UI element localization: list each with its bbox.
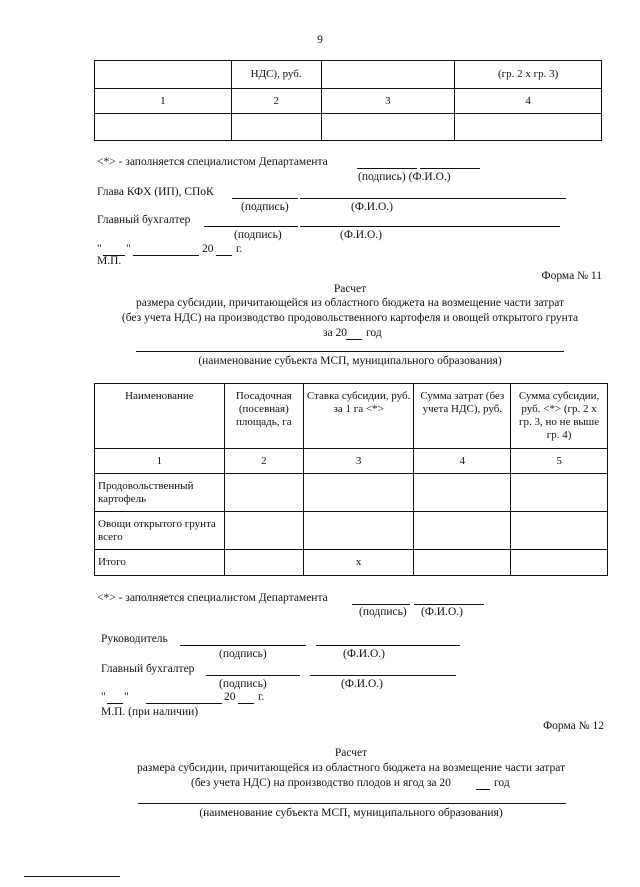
column-number: 2 (224, 449, 303, 474)
form-subtitle-line: (без учета НДС) на производство плодов и ягод за 20 (191, 777, 451, 789)
date-month-line[interactable] (133, 255, 199, 256)
accountant-label: Главный бухгалтер (101, 663, 195, 675)
row-name: Овощи открытого грунта всего (95, 512, 225, 550)
rate-cell: х (303, 550, 414, 576)
head-label: Руководитель (101, 633, 168, 645)
year-line[interactable] (476, 789, 490, 790)
entity-name-line[interactable] (136, 351, 564, 352)
signature-caption: (подпись) (241, 201, 289, 213)
rate-cell[interactable] (303, 512, 414, 550)
column-number-row (95, 89, 602, 114)
head-signature-line[interactable] (232, 198, 298, 199)
date-quote-open: " (101, 691, 106, 703)
subsidy-cell[interactable] (511, 512, 608, 550)
column-number-row (95, 449, 608, 474)
subsidy-cell[interactable] (511, 550, 608, 576)
entity-name-line[interactable] (138, 803, 566, 804)
accountant-fio-line[interactable] (310, 675, 456, 676)
column-number: 1 (95, 449, 225, 474)
table-row (95, 474, 608, 512)
fio-caption: (Ф.И.О.) (421, 606, 463, 618)
signature-caption: (подпись) (Ф.И.О.) (358, 171, 451, 183)
entity-caption: (наименование субъекта МСП, муниципального образования) (198, 355, 502, 367)
form11-table (94, 383, 608, 576)
column-number: 2 (231, 89, 321, 114)
fio-caption: (Ф.И.О.) (340, 229, 382, 241)
rate-cell[interactable] (303, 474, 414, 512)
area-cell[interactable] (224, 512, 303, 550)
signature-caption: (подпись) (219, 678, 267, 690)
date-month-line[interactable] (146, 703, 222, 704)
form-subtitle-line: (без учета НДС) на производство продовольственного картофеля и овощей открытого грунта (121, 312, 579, 324)
accountant-signature-line[interactable] (204, 226, 298, 227)
column-number: 3 (303, 449, 414, 474)
area-cell[interactable] (224, 550, 303, 576)
form-number: Форма № 11 (541, 270, 602, 282)
costs-cell[interactable] (414, 474, 511, 512)
signature-caption: (подпись) (359, 606, 407, 618)
column-number: 4 (414, 449, 511, 474)
year-line[interactable] (346, 339, 362, 340)
table-row (95, 114, 602, 141)
table-cell (321, 114, 455, 141)
entity-caption: (наименование субъекта МСП, муниципального образования) (199, 807, 503, 819)
table-cell (455, 114, 602, 141)
date-year-line[interactable] (238, 703, 254, 704)
date-quote-close: " (126, 243, 131, 255)
column-number: 1 (95, 89, 232, 114)
form-subtitle-line: размера субсидии, причитающейся из областного бюджета на возмещение части затрат (135, 297, 565, 309)
table-cell (95, 114, 232, 141)
table-row (95, 512, 608, 550)
date-year-prefix: 20 (202, 243, 214, 255)
date-quote-close: " (124, 691, 129, 703)
form-number: Форма № 12 (543, 720, 604, 732)
fio-line[interactable] (414, 604, 484, 605)
year-suffix: год (366, 327, 382, 339)
year-prefix: за 20 (323, 327, 348, 339)
stamp-label: М.П. (при наличии) (101, 706, 199, 718)
date-quote-open: " (97, 243, 102, 255)
row-name: Итого (95, 550, 225, 576)
column-header: Сумма субсидии, руб. <*> (гр. 2 х гр. 3, но не выше гр. 4) (511, 384, 608, 449)
signature-line[interactable] (352, 604, 410, 605)
column-header: Наименование (95, 384, 225, 449)
head-fio-line[interactable] (316, 645, 460, 646)
header-cell (95, 61, 232, 89)
date-day-line[interactable] (107, 703, 123, 704)
fio-caption: (Ф.И.О.) (351, 201, 393, 213)
department-note: <*> - заполняется специалистом Департамента (97, 592, 328, 604)
column-number: 3 (321, 89, 455, 114)
table-header-row (95, 384, 608, 449)
header-cell: (гр. 2 х гр. 3) (455, 61, 602, 89)
date-year-line[interactable] (216, 255, 232, 256)
footnote-separator (24, 876, 120, 877)
column-number: 5 (511, 449, 608, 474)
table-cell (231, 114, 321, 141)
form-subtitle-line: размера субсидии, причитающейся из областного бюджета на возмещение части затрат (136, 762, 566, 774)
fio-caption: (Ф.И.О.) (343, 648, 385, 660)
head-label: Глава КФХ (ИП), СПоК (97, 186, 214, 198)
accountant-signature-line[interactable] (206, 675, 300, 676)
subsidy-cell[interactable] (511, 474, 608, 512)
date-suffix: г. (258, 691, 265, 703)
fio-line[interactable] (420, 168, 480, 169)
table-header-row (95, 61, 602, 89)
continuation-table (94, 60, 602, 141)
form-title: Расчет (334, 747, 368, 759)
header-cell: НДС), руб. (231, 61, 321, 89)
accountant-label: Главный бухгалтер (97, 214, 191, 226)
signature-caption: (подпись) (219, 648, 267, 660)
head-signature-line[interactable] (180, 645, 306, 646)
form-title: Расчет (333, 283, 367, 295)
costs-cell[interactable] (414, 550, 511, 576)
header-cell (321, 61, 455, 89)
page-number: 9 (317, 34, 323, 46)
total-row (95, 550, 608, 576)
signature-caption: (подпись) (234, 229, 282, 241)
head-fio-line[interactable] (300, 198, 566, 199)
row-name: Продовольственный картофель (95, 474, 225, 512)
column-number: 4 (455, 89, 602, 114)
year-suffix: год (494, 777, 510, 789)
column-header: Ставка субсидии, руб. за 1 га <*> (303, 384, 414, 449)
column-header: Посадочная (посевная) площадь, га (224, 384, 303, 449)
date-year-prefix: 20 (224, 691, 236, 703)
accountant-fio-line[interactable] (300, 226, 560, 227)
costs-cell[interactable] (414, 512, 511, 550)
fio-caption: (Ф.И.О.) (341, 678, 383, 690)
area-cell[interactable] (224, 474, 303, 512)
date-suffix: г. (236, 243, 243, 255)
column-header: Сумма затрат (без учета НДС), руб. (414, 384, 511, 449)
department-note: <*> - заполняется специалистом Департамента (97, 156, 328, 168)
signature-line[interactable] (357, 168, 417, 169)
stamp-label: М.П. (97, 255, 122, 267)
